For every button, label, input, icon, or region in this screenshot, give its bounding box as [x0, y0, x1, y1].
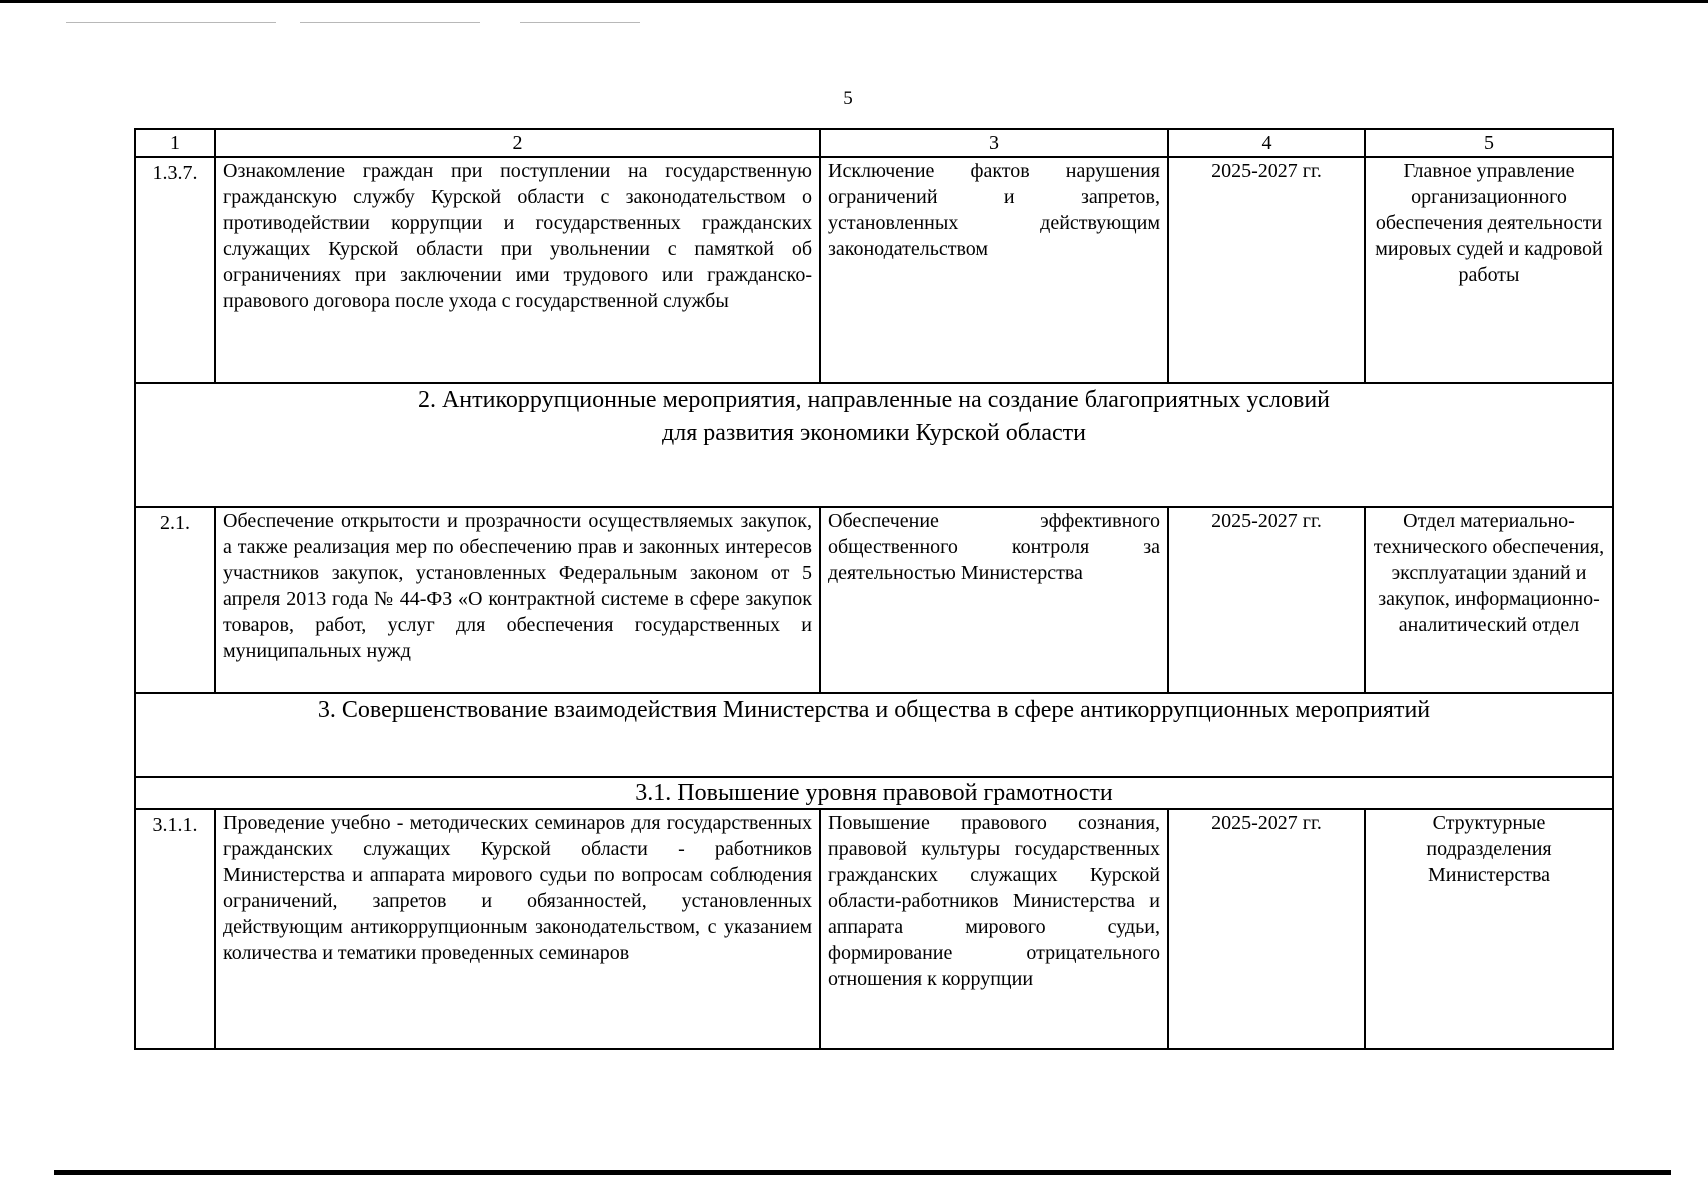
- section-heading-3: 3. Совершенствование взаимодействия Министерства и общества в сфере антикоррупционных мероприятий: [135, 693, 1613, 777]
- column-header: 5: [1365, 129, 1613, 157]
- section-heading-row: [135, 383, 1613, 507]
- period-cell: 2025-2027 гг.: [1168, 809, 1365, 1049]
- table-header-row: [135, 129, 1613, 157]
- row-number: 2.1.: [135, 507, 215, 693]
- table-row: [135, 157, 1613, 383]
- responsible-cell: Главное управление организационного обеспечения деятельности мировых судей и кадровой работы: [1365, 157, 1613, 383]
- column-header: 1: [135, 129, 215, 157]
- measure-cell: Ознакомление граждан при поступлении на государственную гражданскую службу Курской области с законодательством о противодействии коррупции и государственных гражданских служащих Курской области при увольнении с памяткой об ограничениях при заключении ими трудового или гражданско-правового договора после ухода с государственной службы: [215, 157, 820, 383]
- row-number: 1.3.7.: [135, 157, 215, 383]
- result-cell: Повышение правового сознания, правовой культуры государственных гражданских служащих Курской области-работников Министерства и аппарата мирового судьи, формирование отрицательного отношения к коррупции: [820, 809, 1168, 1049]
- measure-cell: Обеспечение открытости и прозрачности осуществляемых закупок, а также реализация мер по обеспечению прав и законных интересов участников закупок, установленных Федеральным законом от 5 апреля 2013 года № 44-ФЗ «О контрактной системе в сфере закупок товаров, работ, услуг для обеспечения государственных и муниципальных нужд: [215, 507, 820, 693]
- scan-artifact-line: [520, 22, 640, 23]
- result-cell: Обеспечение эффективного общественного контроля за деятельностью Министерства: [820, 507, 1168, 693]
- result-cell: Исключение фактов нарушения ограничений и запретов, установленных действующим законодательством: [820, 157, 1168, 383]
- table-row: [135, 809, 1613, 1049]
- table-row: [135, 507, 1613, 693]
- section-heading-row: [135, 693, 1613, 777]
- column-header: 2: [215, 129, 820, 157]
- period-cell: 2025-2027 гг.: [1168, 157, 1365, 383]
- column-header: 3: [820, 129, 1168, 157]
- subsection-heading-row: [135, 777, 1613, 809]
- scan-artifact-line: [66, 22, 276, 23]
- section-heading-line: 2. Антикоррупционные мероприятия, направленные на создание благоприятных условий: [417, 387, 1331, 413]
- row-number: 3.1.1.: [135, 809, 215, 1049]
- responsible-cell: Отдел материально-технического обеспечения, эксплуатации зданий и закупок, информационно-аналитический отдел: [1365, 507, 1613, 693]
- period-cell: 2025-2027 гг.: [1168, 507, 1365, 693]
- subsection-heading-3-1: 3.1. Повышение уровня правовой грамотности: [135, 777, 1613, 809]
- responsible-cell: Структурные подразделения Министерства: [1365, 809, 1613, 1049]
- measures-table: [134, 128, 1614, 1050]
- page-number: 5: [843, 88, 853, 109]
- scan-artifact-line: [300, 22, 480, 23]
- page-top-border: [0, 0, 1708, 3]
- column-header: 4: [1168, 129, 1365, 157]
- measure-cell: Проведение учебно - методических семинаров для государственных гражданских служащих Курской области - работников Министерства и аппарата мирового судьи по вопросам соблюдения ограничений, запретов и обязанностей, установленных действующим антикоррупционным законодательством, с указанием количества и тематики проведенных семинаров: [215, 809, 820, 1049]
- section-heading-line: для развития экономики Курской области: [662, 420, 1086, 446]
- page-bottom-rule: [54, 1170, 1671, 1175]
- section-heading-2: [135, 383, 1613, 507]
